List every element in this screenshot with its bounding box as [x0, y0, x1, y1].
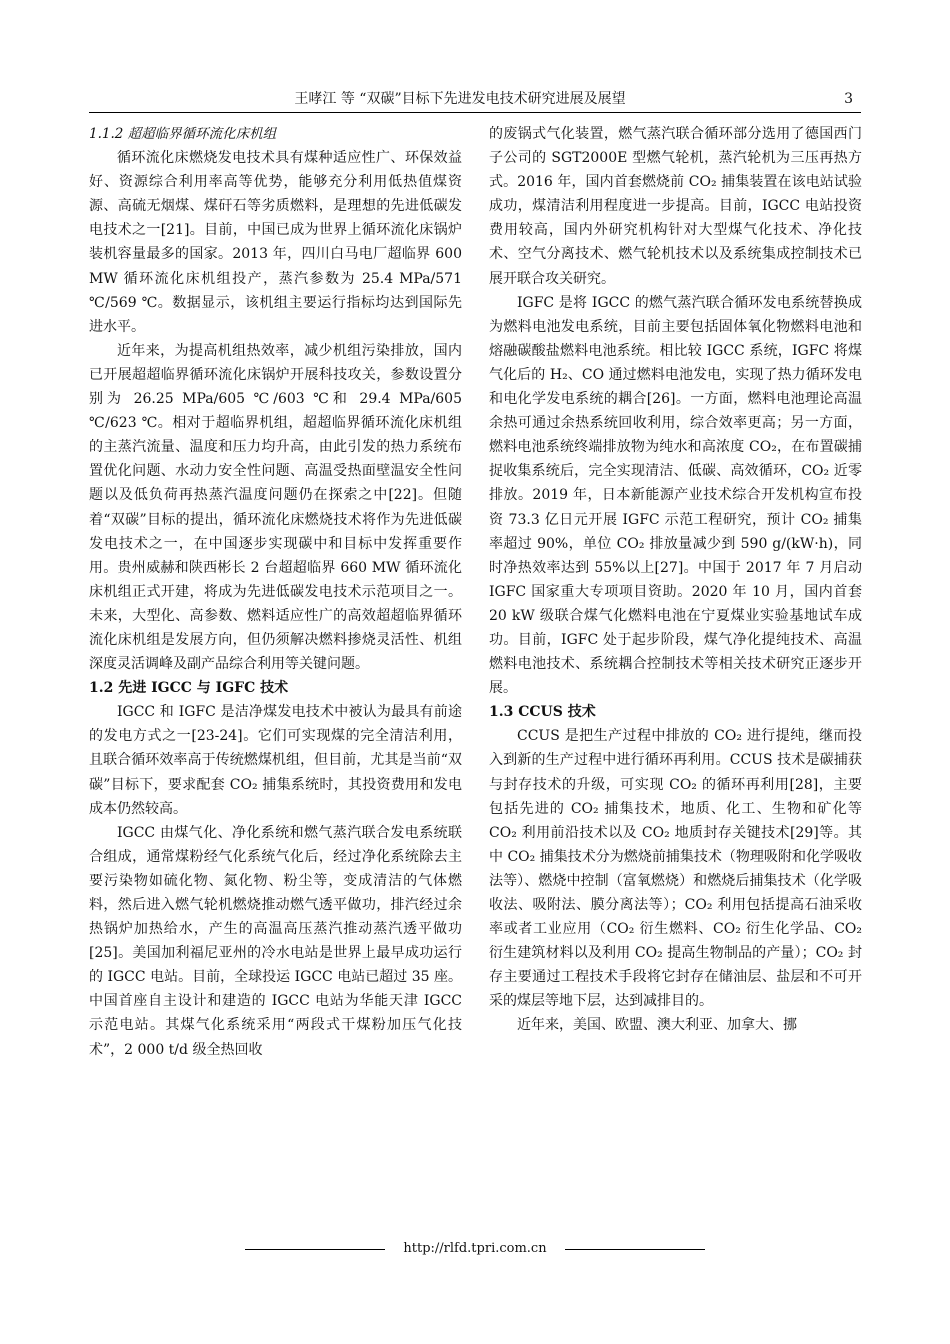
- paragraph: CCUS 是把生产过程中排放的 CO₂ 进行提纯，继而投入到新的生产过程中进行循环再利用。CCUS 技术是碳捕获与封存技术的升级，可实现 CO₂ 的循环再利用[28]，主要包括先进的 CO₂ 捕集技术，地质、化工、生物和矿化等 CO₂ 利用前沿技术以及 CO₂ 地质封存关键技术[29]等。其中 CO₂ 捕集技术分为燃烧前捕集技术（物理吸附和化学吸收法等）、燃烧中控制（富氧燃烧）和燃烧后捕集技术（化学吸收法、吸附法、膜分离法等）；CO₂ 利用包括提高石油采收率或者工业应用（CO₂ 衍生燃料、CO₂ 衍生化学品、CO₂ 衍生建筑材料以及利用 CO₂ 提高生物制品的产量）；CO₂ 封存主要通过工程技术手段将它封存在储油层、盐层和不可开采的煤层等地下层，达到减排目的。: [489, 728, 862, 1010]
- paragraph: IGFC 是将 IGCC 的燃气蒸汽联合循环发电系统替换成为燃料电池发电系统，目前主要包括固体氧化物燃料电池和熔融碳酸盐燃料电池系统。相比较 IGCC 系统，IGFC 将煤气化后的 H₂、CO 通过燃料电池发电，实现了热力循环发电和电化学发电系统的耦合[26]。一方面，燃料电池理论高温余热可通过余热系统回收利用，综合效率更高；另一方面，燃料电池系统终端排放物为纯水和高浓度 CO₂，在布置碳捕捉收集系统后，完全实现清洁、低碳、高效循环，CO₂ 近零排放。2019 年，日本新能源产业技术综合开发机构宣布投资 73.3 亿日元开展 IGFC 示范工程研究，预计 CO₂ 捕集率超过 90%，单位 CO₂ 排放量减少到 590 g/(kW·h)，同时净热效率达到 55%以上[27]。中国于 2017 年 7 月启动 IGFC 国家重大专项项目资助。2020 年 10 月，国内首套 20 kW 级联合煤气化燃料电池在宁夏煤业实验基地试车成功。目前，IGFC 处于起步阶段，煤气净化提纯技术、高温燃料电池技术、系统耦合控制技术等相关技术研究正逐步开展。: [489, 294, 862, 697]
- footer-rule-right: [565, 1249, 705, 1250]
- paragraph: IGCC 由煤气化、净化系统和燃气蒸汽联合发电系统联合组成，通常煤粉经气化系统气化后，经过净化系统除去主要污染物如硫化物、氮化物、粉尘等，变成清洁的气体燃料，然后进入燃气轮机燃烧推动燃气透平做功，排汽经过余热锅炉加热给水，产生的高温高压蒸汽推动蒸汽透平做功[25]。美国加利福尼亚州的冷水电站是世界上最早成功运行的 IGCC 电站。目前，全球投运 IGCC 电站已超过 35 座。中国首座自主设计和建造的 IGCC 电站为华能天津 IGCC 示范电站。其煤气化系统采用“两段式干煤粉加压气化技术”，2 000 t/d 级全热回收: [89, 824, 462, 1058]
- running-header: [89, 88, 861, 113]
- footer-rule-left: [245, 1249, 385, 1250]
- paragraph: IGCC 和 IGFC 是洁净煤发电技术中被认为最具有前途的发电方式之一[23-24]。它们可实现煤的完全清洁利用，且联合循环效率高于传统燃煤机组，但目前，尤其是当前“双碳”目标下，要求配套 CO₂ 捕集系统时，其投资费用和发电成本仍然较高。: [89, 704, 462, 817]
- paragraph: 循环流化床燃烧发电技术具有煤种适应性广、环保效益好、资源综合利用率高等优势，能够充分利用低热值煤资源、高硫无烟煤、煤矸石等劣质燃料，是理想的先进低碳发电技术之一[21]。目前，中国已成为世界上循环流化床锅炉装机容量最多的国家。2013 年，四川白马电厂超临界 600 MW 循环流化床机组投产，蒸汽参数为 25.4 MPa/571 ℃/569 ℃。数据显示，该机组主要运行指标均达到国际先进水平。: [89, 150, 462, 335]
- paragraph: 近年来，美国、欧盟、澳大利亚、加拿大、挪: [517, 1017, 797, 1034]
- paragraph-continued: 的废锅式气化装置，燃气蒸汽联合循环部分选用了德国西门子公司的 SGT2000E 型燃气轮机，蒸汽轮机为三压再热方式。2016 年，国内首套燃烧前 CO₂ 捕集装置在该电站试验成功，煤清洁利用程度进一步提高。目前，IGCC 电站投资费用较高，国内外研究机构针对大型煤气化技术、净化技术、空气分离技术、燃气轮机技术以及系统集成控制技术已展开联合攻关研究。: [489, 126, 862, 287]
- section-heading-1-1-2: 1.1.2 超超临界循环流化床机组: [89, 126, 277, 142]
- left-column: [89, 122, 462, 1062]
- page-footer: [0, 1240, 950, 1260]
- section-heading-1-2: 1.2 先进 IGCC 与 IGFC 技术: [89, 680, 289, 697]
- section-heading-1-3: 1.3 CCUS 技术: [489, 704, 596, 721]
- page-number: 3: [844, 91, 853, 107]
- footer-url[interactable]: http://rlfd.tpri.com.cn: [403, 1241, 547, 1256]
- header-title: 王哮江 等 “双碳”目标下先进发电技术研究进展及展望: [294, 91, 626, 107]
- paragraph: 近年来，为提高机组热效率，减少机组污染排放，国内已开展超超临界循环流化床锅炉开展科技攻关，参数设置分别为 26.25 MPa/605 ℃/603 ℃和 29.4 MPa/605 ℃/623 ℃。相对于超临界机组，超超临界循环流化床机组的主蒸汽流量、温度和压力均升高，由此引发的热力系统布置优化问题、水动力安全性问题、高温受热面壁温安全性问题以及低负荷再热蒸汽温度问题仍在探索之中[22]。但随着“双碳”目标的提出，循环流化床燃烧技术将作为先进低碳发电技术之一，在中国逐步实现碳中和目标中发挥重要作用。贵州威赫和陕西彬长 2 台超超临界 660 MW 循环流化床机组正式开建，将成为先进低碳发电技术示范项目之一。未来，大型化、高参数、燃料适应性广的高效超超临界循环流化床机组是发展方向，但仍须解决燃料掺烧灵活性、机组深度灵活调峰及副产品综合利用等关键问题。: [89, 342, 462, 673]
- right-column: [489, 122, 862, 1038]
